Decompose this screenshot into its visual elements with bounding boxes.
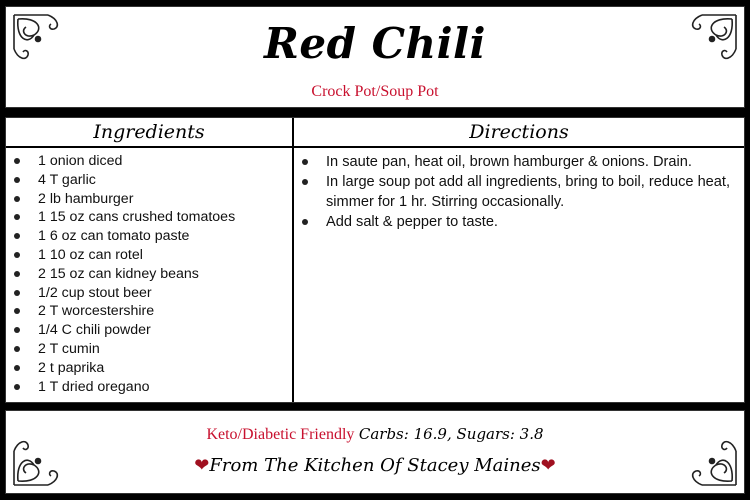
list-item: 1 T dried oregano xyxy=(14,378,292,397)
list-item: 1/4 C chili powder xyxy=(14,321,292,340)
list-item: 2 T worcestershire xyxy=(14,302,292,321)
kitchen-credit-text: From The Kitchen Of Stacey Maines xyxy=(209,455,541,476)
heart-icon: ❤ xyxy=(540,455,556,476)
list-item: Add salt & pepper to taste. xyxy=(302,212,744,232)
kitchen-credit xyxy=(6,455,744,476)
list-item: In saute pan, heat oil, brown hamburger & onions. Drain. xyxy=(302,152,744,172)
nutrition-values: Carbs: 16.9, Sugars: 3.8 xyxy=(358,425,544,443)
list-item: 4 T garlic xyxy=(14,171,292,190)
list-item: 2 t paprika xyxy=(14,359,292,378)
directions-column xyxy=(294,118,744,402)
list-item: In large soup pot add all ingredients, bring to boil, reduce heat, simmer for 1 hr. Stirring occasionally. xyxy=(302,172,744,212)
ingredients-list xyxy=(6,152,292,396)
header-panel xyxy=(5,6,745,108)
diet-label: Keto/Diabetic Friendly xyxy=(206,426,355,443)
list-item: 2 15 oz can kidney beans xyxy=(14,265,292,284)
recipe-title: Red Chili xyxy=(264,19,486,68)
list-item: 1 10 oz can rotel xyxy=(14,246,292,265)
list-item: 2 lb hamburger xyxy=(14,190,292,209)
nutrition-line xyxy=(6,425,744,444)
list-item: 1/2 cup stout beer xyxy=(14,284,292,303)
list-item: 2 T cumin xyxy=(14,340,292,359)
recipe-subtitle: Crock Pot/Soup Pot xyxy=(311,83,439,100)
directions-heading: Directions xyxy=(294,118,744,148)
heart-icon: ❤ xyxy=(194,455,210,476)
recipe-body xyxy=(5,117,745,403)
ingredients-heading: Ingredients xyxy=(6,118,292,148)
directions-list xyxy=(294,152,744,232)
list-item: 1 onion diced xyxy=(14,152,292,171)
list-item: 1 15 oz cans crushed tomatoes xyxy=(14,208,292,227)
ingredients-column xyxy=(6,118,294,402)
list-item: 1 6 oz can tomato paste xyxy=(14,227,292,246)
footer-panel xyxy=(5,410,745,494)
